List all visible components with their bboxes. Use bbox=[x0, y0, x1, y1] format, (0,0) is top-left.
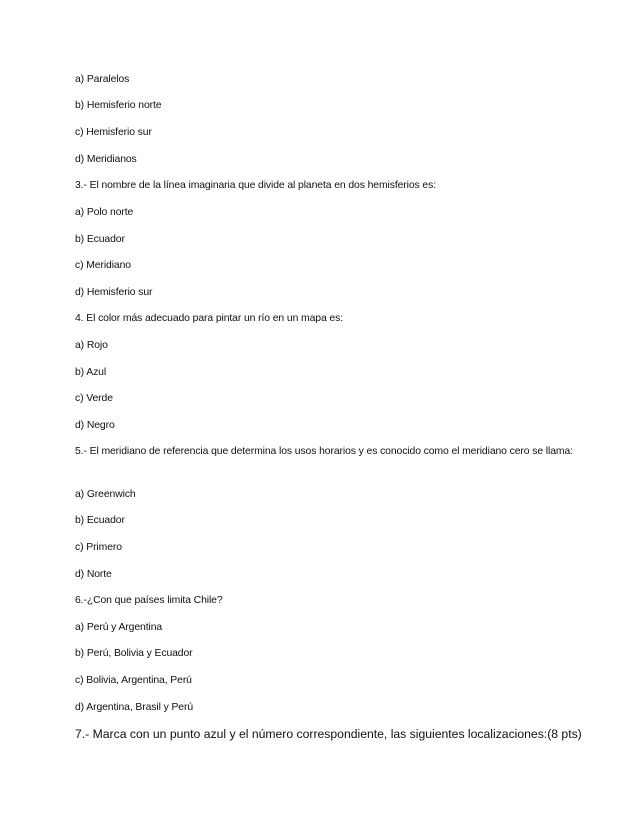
answer-option: b) Ecuador bbox=[75, 234, 125, 245]
answer-option: c) Primero bbox=[75, 542, 122, 553]
answer-option: c) Bolivia, Argentina, Perú bbox=[75, 675, 192, 686]
answer-option: c) Hemisferio sur bbox=[75, 127, 152, 138]
question-7: 7.- Marca con un punto azul y el número correspondiente, las siguientes localizaciones:(8 pts) bbox=[75, 727, 582, 741]
answer-option: a) Polo norte bbox=[75, 207, 134, 218]
answer-option: b) Azul bbox=[75, 367, 107, 378]
question-5: 5.- El meridiano de referencia que determina los usos horarios y es conocido como el meridiano cero se llama: bbox=[75, 446, 573, 457]
answer-option: d) Argentina, Brasil y Perú bbox=[75, 702, 194, 713]
answer-option: a) Paralelos bbox=[75, 74, 130, 85]
answer-option: d) Hemisferio sur bbox=[75, 287, 153, 298]
answer-option: a) Greenwich bbox=[75, 489, 136, 500]
answer-option: b) Perú, Bolivia y Ecuador bbox=[75, 648, 193, 659]
answer-option: d) Negro bbox=[75, 420, 115, 431]
question-4: 4. El color más adecuado para pintar un río en un mapa es: bbox=[75, 313, 343, 324]
answer-option: c) Meridiano bbox=[75, 260, 131, 271]
answer-option: d) Norte bbox=[75, 569, 112, 580]
answer-option: a) Rojo bbox=[75, 340, 108, 351]
answer-option: d) Meridianos bbox=[75, 154, 137, 165]
answer-option: b) Ecuador bbox=[75, 515, 125, 526]
answer-option: a) Perú y Argentina bbox=[75, 622, 163, 633]
question-6: 6.-¿Con que países limita Chile? bbox=[75, 595, 223, 606]
answer-option: b) Hemisferio norte bbox=[75, 100, 162, 111]
answer-option: c) Verde bbox=[75, 393, 113, 404]
question-3: 3.- El nombre de la línea imaginaria que divide al planeta en dos hemisferios es: bbox=[75, 180, 436, 191]
